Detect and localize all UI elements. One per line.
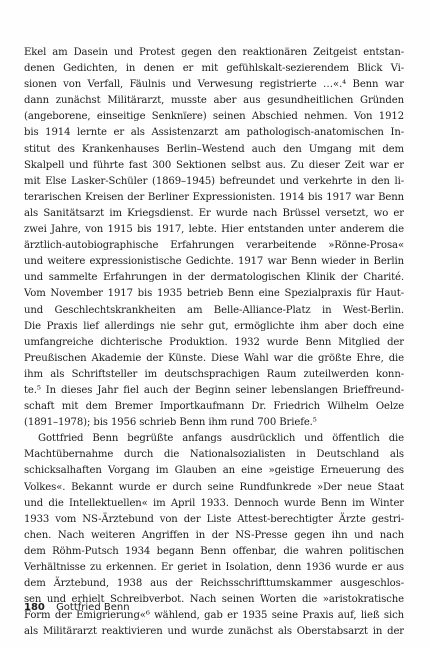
text-line: chen. Nach weiteren Angriffen in der NS-Presse gegen ihn und nach — [24, 529, 404, 541]
text-line: sen und erhielt Schreibverbot. Nach seinen Worten die »aristokratische — [24, 594, 404, 606]
text-line: dann zunächst Militärarzt, musste aber aus gesundheitlichen Gründen — [24, 95, 404, 107]
text-line: und weitere expressionistische Gedichte. 1917 war Benn wieder in Berlin — [24, 256, 404, 268]
text-line: dem Röhm-Putsch 1934 begann Benn offenbar, die wahren politischen — [24, 545, 404, 557]
text-line: terarischen Kreisen der Berliner Expressionisten. 1914 bis 1917 war Benn — [24, 191, 404, 203]
text-line: Preußischen Akademie der Künste. Diese Wahl war die größte Ehre, die — [24, 352, 404, 364]
page-number: 180 — [24, 602, 45, 613]
text-line: te.⁵ In dieses Jahr fiel auch der Beginn seiner lebenslangen Brieffreund- — [24, 384, 404, 396]
text-line: ihm als Schriftsteller im deutschsprachigen Raum zuteilwerden konn- — [24, 368, 404, 380]
text-line: 1933 vom NS-Ärztebund von der Liste Attest-berechtigter Ärzte gestri- — [24, 513, 404, 525]
text-line: als Sanitätsarzt im Kriegsdienst. Er wurde nach Brüssel versetzt, wo er — [24, 207, 404, 219]
text-line: denen Gedichten, in denen er mit gefühlskalt-sezierendem Blick Vi- — [24, 63, 404, 75]
text-line: bis 1914 lernte er als Assistenzarzt am pathologisch-anatomischen In- — [24, 127, 404, 139]
running-title: Gottfried Benn — [56, 602, 130, 613]
text-line: ärztlich-autobiographische Erfahrungen verarbeitende »Rönne-Prosa« — [24, 240, 404, 252]
text-line: dem Ärztebund, 1938 aus der Reichsschrifttumskammer ausgeschlos- — [24, 578, 404, 590]
text-line: Die Praxis lief allerdings nie sehr gut, ermöglichte ihm aber doch eine — [24, 320, 404, 332]
text-line: als Militärarzt reaktivieren und wurde zunächst als Oberstabsarzt in der — [24, 626, 404, 638]
text-line: stitut des Krankenhauses Berlin–Westend auch den Umgang mit dem — [24, 143, 404, 155]
text-line: Skalpell und führte fast 300 Sektionen selbst aus. Zu dieser Zeit war er — [24, 159, 404, 171]
text-line: mit Else Lasker-Schüler (1869–1945) befreundet und verkehrte in den li- — [24, 175, 404, 187]
page-footer — [24, 602, 130, 613]
text-line: schaft mit dem Bremer Importkaufmann Dr. Friedrich Wilhelm Oelze — [24, 401, 404, 413]
text-line: umfangreiche dichterische Produktion. 1932 wurde Benn Mitglied der — [24, 336, 404, 348]
text-line: und Geschlechtskrankheiten am Belle-Alliance-Platz in West-Berlin. — [24, 304, 404, 316]
text-line: Volkes«. Bekannt wurde er durch seine Rundfunkrede »Der neue Staat — [24, 481, 404, 493]
text-line: Ekel am Dasein und Protest gegen den reaktionären Zeitgeist entstan- — [24, 47, 404, 58]
text-line: schicksalhaften Vorgang im Glauben an eine »geistige Erneuerung des — [24, 465, 404, 477]
text-line: Machtübernahme durch die Nationalsozialisten in Deutschland als — [24, 449, 404, 461]
text-line: (1891–1978); bis 1956 schrieb Benn ihm rund 700 Briefe.⁵ — [24, 417, 317, 429]
text-line: zwei Jahre, von 1915 bis 1917, lebte. Hier entstanden unter anderem die — [24, 224, 404, 236]
text-line: Form der Emigrierung«⁶ wählend, gab er 1935 seine Praxis auf, ließ sich — [24, 610, 404, 622]
paragraph-start-line: Gottfried Benn begrüßte anfangs ausdrücklich und öffentlich die — [38, 433, 404, 445]
text-line: (angeborene, einseitige Senknïere) seinen Abschied nehmen. Von 1912 — [24, 111, 404, 123]
text-line: sionen von Verfall, Fäulnis und Verwesung registrierte …«.⁴ Benn war — [24, 79, 404, 91]
text-line: und die Intellektuellen« im April 1933. Dennoch wurde Benn im Winter — [24, 497, 404, 509]
text-line: Verhältnisse zu erkennen. Er geriet in Isolation, denn 1936 wurde er aus — [24, 562, 404, 573]
text-line: Vom November 1917 bis 1935 betrieb Benn eine Spezialpraxis für Haut- — [24, 288, 404, 300]
body-text — [24, 45, 404, 640]
text-line: und sammelte Erfahrungen in der dermatologischen Klinik der Charité. — [24, 272, 404, 284]
